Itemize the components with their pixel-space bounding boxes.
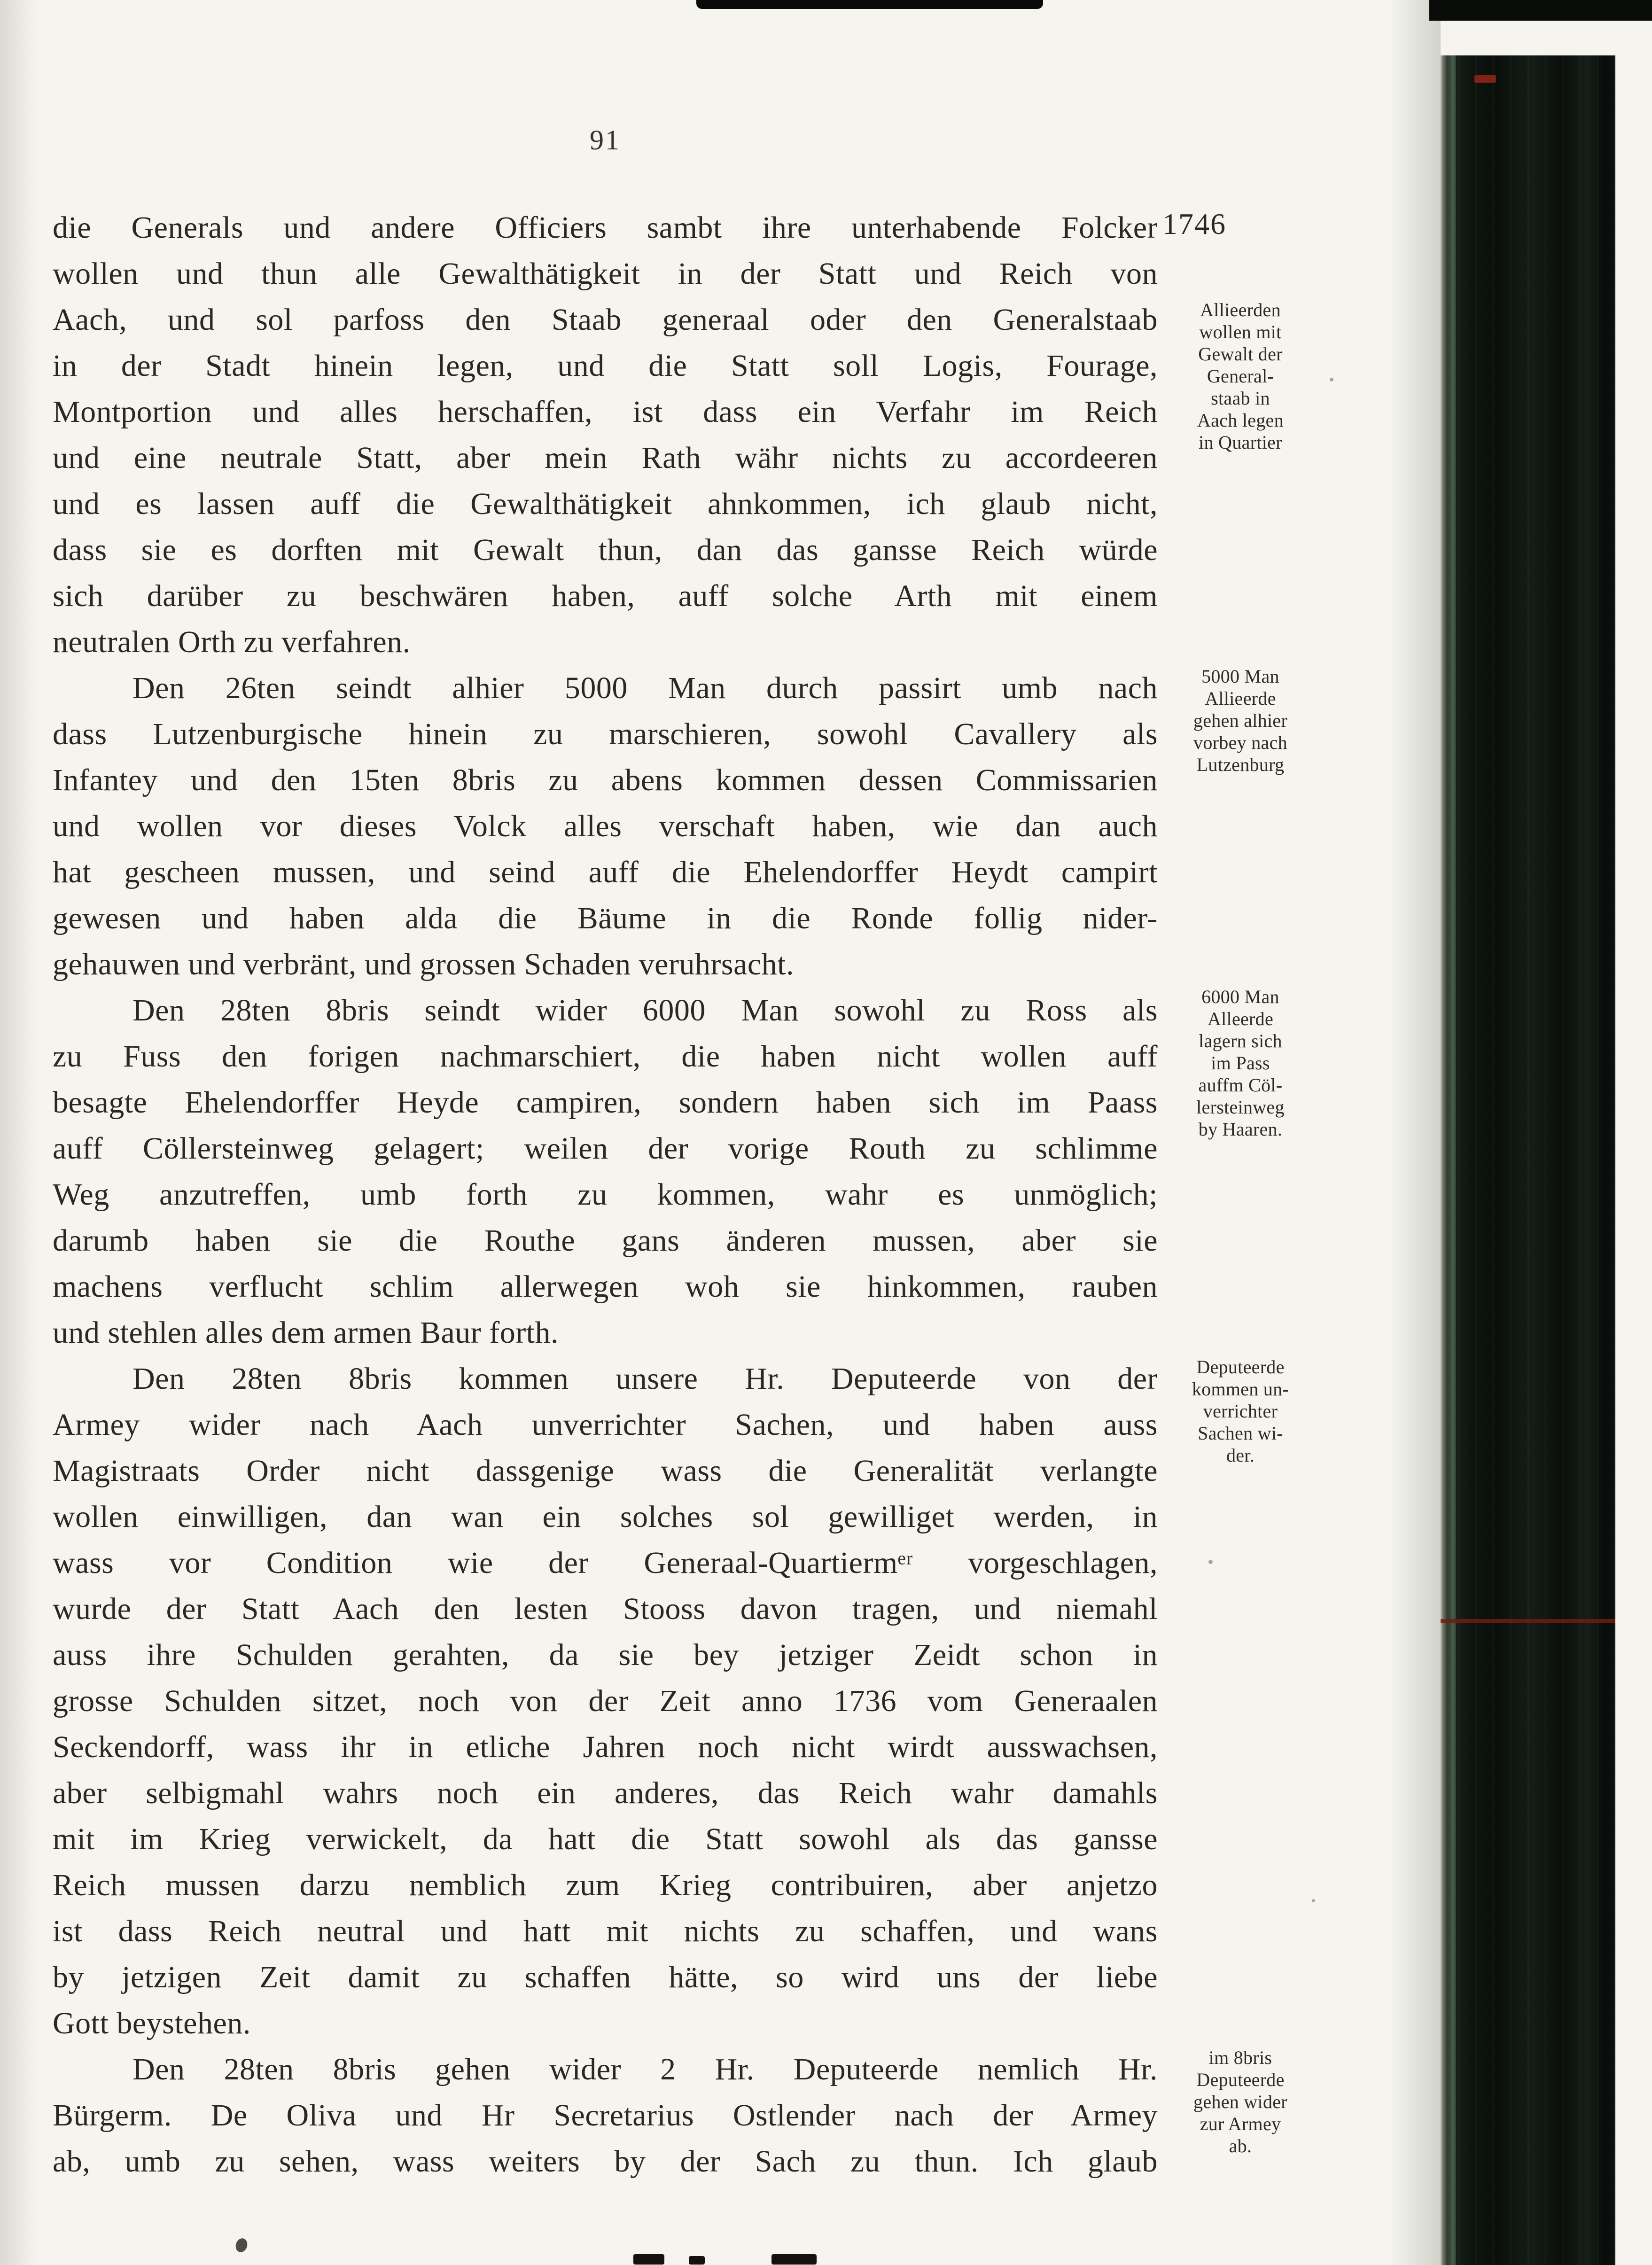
text-line: auff Cöllersteinweg gelagert; weilen der vorige Routh zu schlimme (53, 1131, 1158, 1166)
margin-note-line: im 8bris (1208, 2047, 1272, 2068)
text-line: neutralen Orth zu verfahren. (53, 625, 411, 659)
text-line: Den 28ten 8bris kommen unsere Hr. Deputeerde von der (132, 1362, 1158, 1396)
text-line: Magistraats Order nicht dassgenige wass die Generalität verlangte (53, 1454, 1158, 1488)
bottom-edge-mark (633, 2254, 664, 2265)
text-line: darumb haben sie die Routhe gans änderen mussen, aber sie (53, 1223, 1158, 1258)
margin-note-line: gehen wider (1193, 2091, 1287, 2112)
text-line: Armey wider nach Aach unverrichter Sachen, und haben auss (53, 1408, 1158, 1442)
margin-note-line: der. (1226, 1445, 1255, 1466)
text-line: Aach, und sol parfoss den Staab generaal oder den Generalstaab (53, 303, 1158, 337)
margin-note-line: 6000 Man (1201, 986, 1279, 1007)
paragraph-1 (53, 205, 1158, 665)
margin-note-line: im Pass (1211, 1052, 1270, 1074)
text-line: Den 28ten 8bris gehen wider 2 Hr. Deputeerde nemlich Hr. (132, 2052, 1158, 2086)
text-line: Gott beystehen. (53, 2006, 251, 2040)
text-line: auss ihre Schulden gerahten, da sie bey jetziger Zeidt schon in (53, 1638, 1158, 1672)
text-line: wollen einwilligen, dan wan ein solches sol gewilliget werden, in (53, 1500, 1158, 1534)
margin-note-line: General- (1207, 366, 1274, 387)
text-line: ab, umb zu sehen, wass weiters by der Sach zu thun. Ich glaub (53, 2144, 1158, 2179)
margin-note-line: 5000 Man (1201, 666, 1279, 687)
text-line: und wollen vor dieses Volck alles verschaft haben, wie dan auch (53, 809, 1158, 843)
bottom-smudge (234, 2237, 249, 2254)
text-line: by jetzigen Zeit damit zu schaffen hätte, so wird uns der liebe (53, 1960, 1158, 1994)
text-line: gehauwen und verbränt, und grossen Schaden veruhrsacht. (53, 947, 795, 981)
text-line: mit im Krieg verwickelt, da hatt die Statt sowohl als das gansse (53, 1822, 1158, 1856)
text-line: besagte Ehelendorffer Heyde campiren, sondern haben sich im Paass (53, 1085, 1158, 1120)
margin-note-line: in Quartier (1199, 432, 1282, 453)
margin-note-line: ab. (1229, 2135, 1252, 2156)
dust-speck (1312, 1899, 1315, 1902)
margin-note-line: staab in (1211, 388, 1270, 409)
margin-note-line: verrichter (1203, 1401, 1278, 1422)
text-line: aber selbigmahl wahrs noch ein anderes, das Reich wahr damahls (53, 1776, 1158, 1810)
text-line: Montportion und alles herschaffen, ist dass ein Verfahr im Reich (53, 395, 1158, 429)
margin-note-line: wollen mit (1199, 321, 1282, 342)
margin-note-line: Deputeerde (1196, 1356, 1285, 1378)
text-line: machens verflucht schlim allerwegen woh sie hinkommen, rauben (53, 1269, 1158, 1304)
paragraph-3 (53, 988, 1158, 1356)
paragraph-5 (53, 2047, 1158, 2185)
text-line: und es lassen auff die Gewalthätigkeit ahnkommen, ich glaub nicht, (53, 487, 1158, 521)
text-line: und stehlen alles dem armen Baur forth. (53, 1315, 559, 1350)
margin-note-line: zur Armey (1200, 2113, 1281, 2134)
paragraph-2 (53, 665, 1158, 988)
margin-note-line: Allieerde (1205, 688, 1276, 709)
margin-note-line: Alleerde (1207, 1008, 1274, 1029)
dust-speck (1208, 1560, 1213, 1564)
text-line: sich darüber zu beschwären haben, auff solche Arth mit einem (53, 579, 1158, 613)
margin-note-line: gehen alhier (1193, 710, 1288, 731)
text-line: wass vor Condition wie der Generaal-Quartiermᵉʳ vorgeschlagen, (53, 1546, 1158, 1580)
dust-speck (61, 640, 65, 644)
text-line: Seckendorff, wass ihr in etliche Jahren noch nicht wirdt ausswachsen, (53, 1730, 1158, 1764)
text-line: die Generals und andere Officiers sambt ihre unterhabende Folcker (53, 210, 1158, 245)
left-edge-shade (0, 0, 38, 2265)
bottom-edge-mark (771, 2254, 817, 2265)
text-line: Reich mussen darzu nemblich zum Krieg contribuiren, aber anjetzo (53, 1868, 1158, 1902)
text-line: dass sie es dorften mit Gewalt thun, dan das gansse Reich würde (53, 533, 1158, 567)
body-text (53, 205, 1158, 2185)
text-line: wurde der Statt Aach den lesten Stooss davon tragen, und niemahl (53, 1592, 1158, 1626)
margin-note-line: vorbey nach (1193, 732, 1287, 753)
text-line: ist dass Reich neutral und hatt mit nichts zu schaffen, und wans (53, 1914, 1158, 1948)
margin-note-line: Allieerden (1200, 299, 1281, 320)
text-line: grosse Schulden sitzet, noch von der Zeit anno 1736 vom Generaalen (53, 1684, 1158, 1718)
gutter-shadow (1390, 0, 1441, 2265)
margin-note-line: kommen un- (1192, 1378, 1289, 1400)
text-line: Bürgerm. De Oliva und Hr Secretarius Ostlender nach der Armey (53, 2098, 1158, 2133)
book-binding-band (1441, 55, 1615, 2265)
bottom-edge-mark (689, 2256, 705, 2265)
paragraph-4 (53, 1356, 1158, 2047)
page-number: 91 (590, 125, 621, 156)
text-line: gewesen und haben alda die Bäume in die Ronde follig nider- (53, 901, 1158, 935)
marginal-year: 1746 (1162, 207, 1226, 241)
margin-note-line: Gewalt der (1198, 343, 1283, 365)
margin-note-deputeerde-kommen (1158, 1356, 1323, 1466)
margin-note-line: lersteinweg (1196, 1097, 1285, 1118)
text-line: hat gescheen mussen, und seind auff die Ehelendorffer Heydt campirt (53, 855, 1158, 889)
text-line: Den 26ten seindt alhier 5000 Man durch passirt umb nach (132, 671, 1158, 705)
red-ink-mark (1474, 75, 1496, 83)
text-line: dass Lutzenburgische hinein zu marschieren, sowohl Cavallery als (53, 717, 1158, 751)
dust-speck (1330, 378, 1333, 381)
text-line: Den 28ten 8bris seindt wider 6000 Man sowohl zu Ross als (132, 993, 1158, 1027)
scan-edge-top-right (1429, 0, 1652, 21)
text-line: Infantey und den 15ten 8bris zu abens kommen dessen Commissarien (53, 763, 1158, 797)
text-line: zu Fuss den forigen nachmarschiert, die haben nicht wollen auff (53, 1039, 1158, 1074)
margin-note-line: auffm Cöl- (1198, 1074, 1283, 1096)
margin-note-line: Sachen wi- (1198, 1423, 1283, 1444)
margin-note-line: by Haaren. (1198, 1119, 1283, 1140)
text-line: in der Stadt hinein legen, und die Statt soll Logis, Fourage, (53, 349, 1158, 383)
text-line: und eine neutrale Statt, aber mein Rath währ nichts zu accordeeren (53, 441, 1158, 475)
margin-note-6000-man (1158, 986, 1323, 1140)
margin-note-5000-man (1158, 665, 1323, 776)
text-line: wollen und thun alle Gewalthätigkeit in der Statt und Reich von (53, 257, 1158, 291)
scan-edge-top (696, 0, 1043, 9)
margin-note-line: Aach legen (1197, 410, 1284, 431)
margin-note-line: lagern sich (1199, 1030, 1282, 1051)
margin-note-deputeerde-gehen (1158, 2047, 1323, 2157)
margin-note-allieerden-gewalt (1158, 299, 1323, 453)
margin-note-line: Lutzenburg (1196, 754, 1285, 775)
text-line: Weg anzutreffen, umb forth zu kommen, wahr es unmöglich; (53, 1177, 1158, 1212)
red-ink-line (1441, 1619, 1615, 1623)
margin-note-line: Deputeerde (1196, 2069, 1285, 2090)
